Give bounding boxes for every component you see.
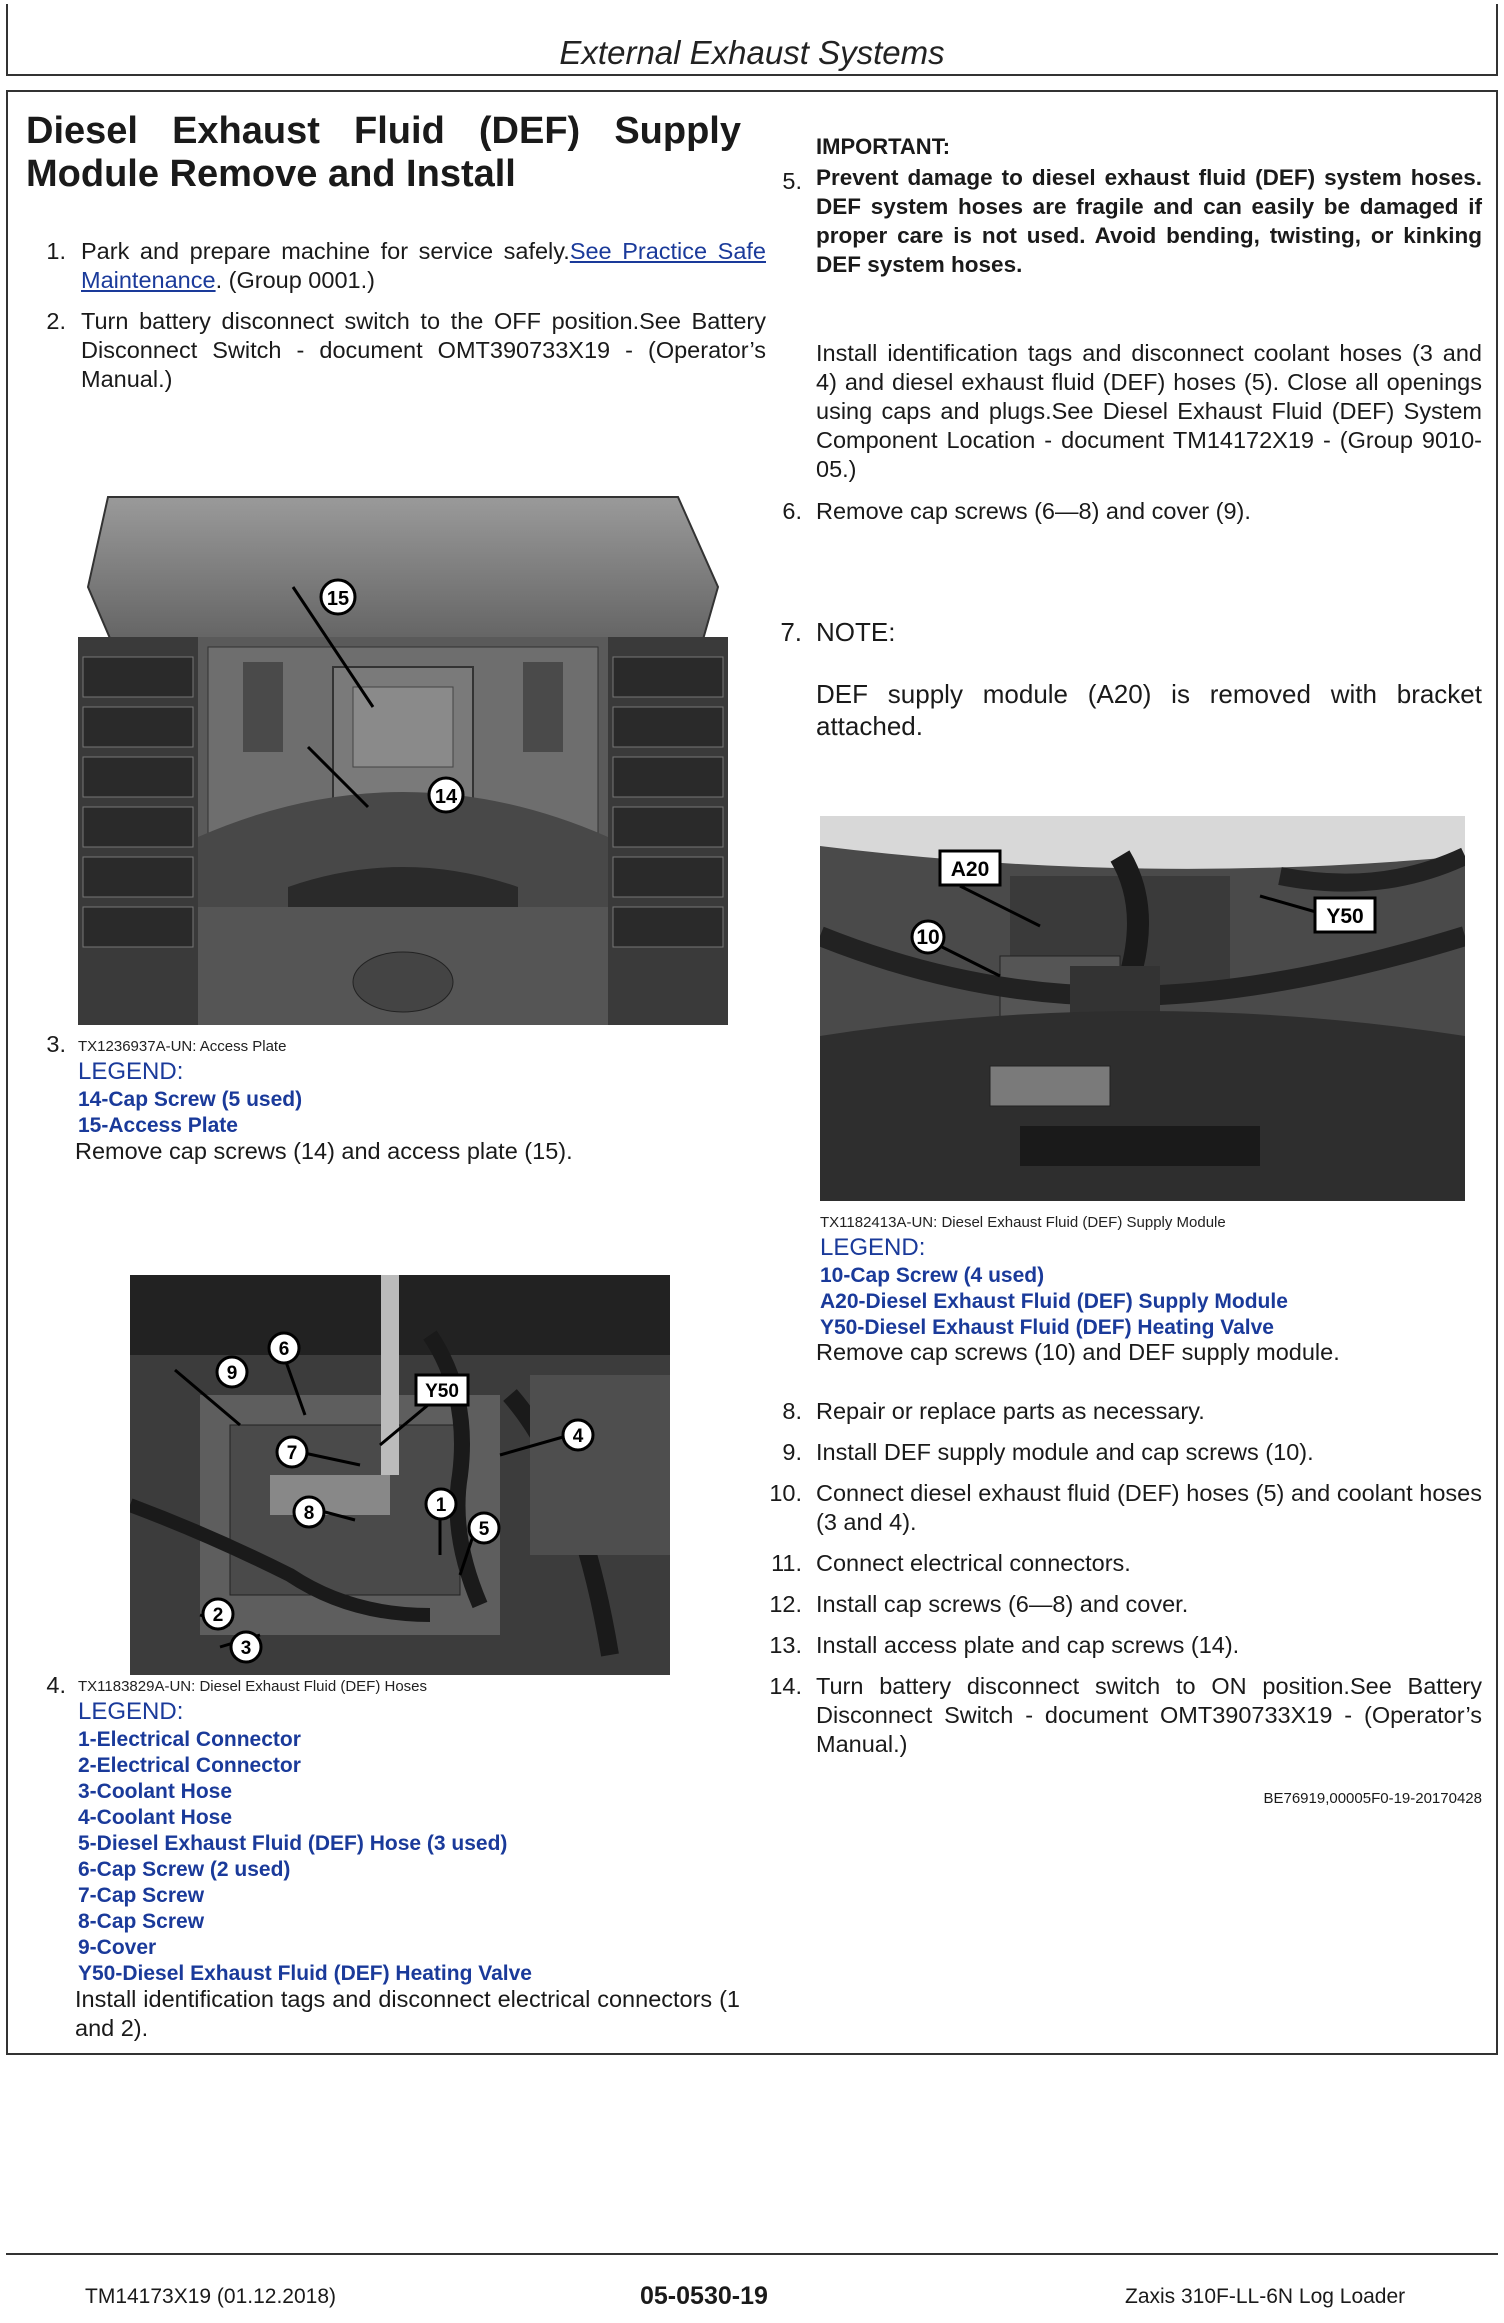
step-1-tail: . (Group 0001.) [215,267,375,293]
step-10 [762,1479,1492,1539]
step-text: Connect electrical connectors. [816,1550,1131,1576]
step-6 [762,497,1492,527]
legend-item: 5-Diesel Exhaust Fluid (DEF) Hose (3 used) [78,1832,508,1855]
callout-a20: A20 [950,858,990,881]
callout-3: 3 [240,1638,252,1659]
note-text: DEF supply module (A20) is removed with bracket attached. [816,679,1482,741]
legend-item: 8-Cap Screw [78,1910,205,1933]
practice-safe-maintenance-link[interactable]: See Practice Safe Maintenance [81,238,766,293]
step-4-text: Install identification tags and disconnect electrical connectors (1 and 2). [75,1986,740,2041]
step-3-number [26,1030,66,1060]
legend-list [78,1087,738,1139]
legend-item: 3-Coolant Hose [78,1780,233,1803]
step-number: 1. [46,238,66,264]
document-id: BE76919,00005F0-19-20170428 [1263,1790,1482,1807]
legend-title: LEGEND: [820,1234,926,1261]
legend-title: LEGEND: [78,1058,184,1085]
callout-y50: Y50 [425,1381,459,1402]
figure-caption: TX1236937A-UN: Access Plate [78,1038,287,1055]
legend-item: A20-Diesel Exhaust Fluid (DEF) Supply Module [820,1290,1288,1313]
legend-item: 7-Cap Screw [78,1884,205,1907]
step-number: 12. [769,1591,802,1617]
legend-item: 1-Electrical Connector [78,1728,301,1751]
step-text: Turn battery disconnect switch to ON position.See Battery Disconnect Switch - document OMT390733X19 - (Operator’s Manual.) [816,1673,1482,1757]
step-14 [762,1672,1492,1762]
callout-1: 1 [435,1495,447,1516]
def-hoses-photo [130,1275,670,1675]
step-4-number [26,1671,66,1701]
page-header-title: External Exhaust Systems [559,34,945,71]
step-1-text: Park and prepare machine for service safely. [81,238,570,264]
figure-caption: TX1183829A-UN: Diesel Exhaust Fluid (DEF) Hoses [78,1678,428,1695]
legend-item: 4-Coolant Hose [78,1806,233,1829]
step-12 [762,1590,1492,1620]
step-text: Install DEF supply module and cap screws (10). [816,1439,1314,1465]
legend-list [820,1263,1480,1341]
legend-item: 6-Cap Screw (2 used) [78,1858,291,1881]
access-plate-illustration [78,487,728,1025]
legend-list [78,1727,758,1987]
section-title: Diesel Exhaust Fluid (DEF) Supply Module Remove and Install [26,110,741,195]
step-number: 4. [46,1672,66,1698]
step-3-text: Remove cap screws (14) and access plate (15). [75,1138,573,1164]
footer-machine-model: Zaxis 310F-LL-6N Log Loader [1125,2285,1406,2308]
step-5-text: Install identification tags and disconnect coolant hoses (3 and 4) and diesel exhaust fluid (DEF) hoses (5). Close all openings using caps and plugs.See Diesel Exhaust Fluid (DEF) System Component Location - document TM14172X19 - (Group 9010-05.) [816,340,1482,482]
callout-y50: Y50 [1326,905,1364,928]
important-label: IMPORTANT: [816,134,951,159]
callout-6: 6 [278,1339,290,1360]
legend-item: 15-Access Plate [78,1114,238,1137]
step-1 [26,237,766,297]
step-8 [762,1397,1492,1427]
step-text: Connect diesel exhaust fluid (DEF) hoses (5) and coolant hoses (3 and 4). [816,1480,1482,1535]
legend-item: Y50-Diesel Exhaust Fluid (DEF) Heating Valve [820,1316,1274,1339]
step-number: 14. [769,1673,802,1699]
step-number: 10. [769,1480,802,1506]
step-number: 11. [771,1550,802,1576]
legend-item: 10-Cap Screw (4 used) [820,1264,1045,1287]
footer-page-number: 05-0530-19 [640,2282,768,2310]
legend-item: Y50-Diesel Exhaust Fluid (DEF) Heating Valve [78,1962,532,1985]
figure-def-supply-module [820,816,1465,1201]
callout-2: 2 [212,1605,224,1626]
callout-4: 4 [572,1426,584,1447]
note-label: NOTE: [816,617,896,647]
step-5-number: 5. [782,168,802,194]
callout-15: 15 [326,588,350,610]
callout-8: 8 [303,1503,315,1524]
step-number: 9. [782,1439,802,1465]
step-number: 8. [782,1398,802,1424]
legend-title: LEGEND: [78,1698,184,1725]
step-text: Remove cap screws (6—8) and cover (9). [816,498,1251,524]
step-text: Turn battery disconnect switch to the OFF position.See Battery Disconnect Switch - document OMT390733X19 - (Operator’s Manual.) [81,308,766,392]
footer-rule [6,2253,1498,2255]
def-supply-module-photo [820,816,1465,1201]
step-text: Install access plate and cap screws (14). [816,1632,1240,1658]
legend-item: 2-Electrical Connector [78,1754,301,1777]
callout-7: 7 [286,1443,298,1464]
callout-5: 5 [478,1519,490,1540]
callout-9: 9 [226,1363,238,1384]
legend-item: 9-Cover [78,1936,157,1959]
step-11 [762,1549,1492,1579]
step-text: Install cap screws (6—8) and cover. [816,1591,1189,1617]
callout-14: 14 [434,786,458,808]
step-number: 6. [782,498,802,524]
step-text: Repair or replace parts as necessary. [816,1398,1205,1424]
figure-caption: TX1182413A-UN: Diesel Exhaust Fluid (DEF) Supply Module [820,1214,1226,1231]
step-number: 13. [769,1632,802,1658]
step-number: 2. [46,308,66,334]
fig3-after-text: Remove cap screws (10) and DEF supply module. [816,1339,1340,1365]
important-warning: Prevent damage to diesel exhaust fluid (DEF) system hoses. DEF system hoses are fragile and can easily be damaged if proper care is not used. Avoid bending, twisting, or kinking DEF system hoses. [816,165,1482,277]
step-7-number: 7. [780,617,802,647]
legend-item: 14-Cap Screw (5 used) [78,1088,303,1111]
step-9 [762,1438,1492,1468]
step-number: 3. [46,1031,66,1057]
step-2 [26,307,766,397]
figure-def-hoses [130,1275,670,1675]
callout-10: 10 [916,926,940,949]
step-13 [762,1631,1492,1661]
step-text [81,237,766,295]
footer-manual-id: TM14173X19 (01.12.2018) [85,2285,337,2308]
figure-access-plate [78,487,728,1025]
